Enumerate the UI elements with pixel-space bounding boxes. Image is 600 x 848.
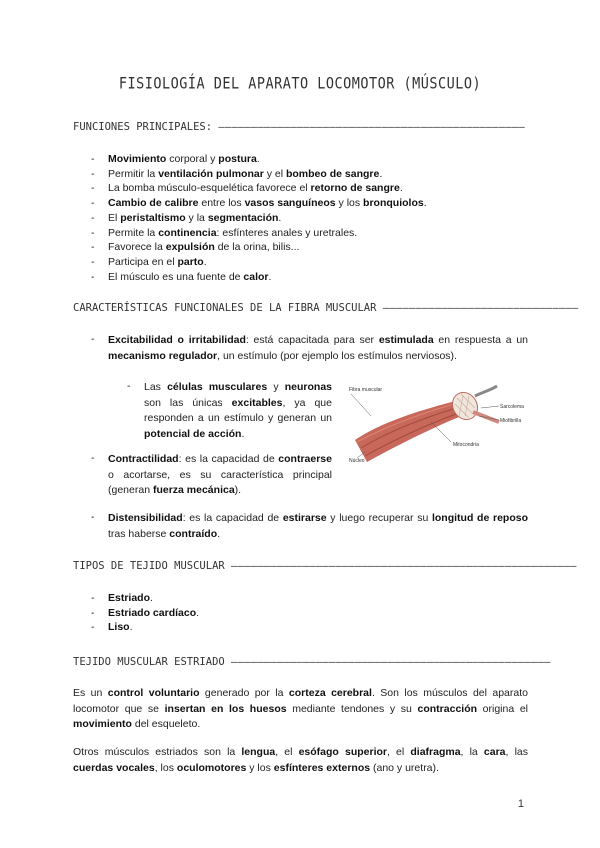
text-run: . [256,153,260,165]
list-item [91,606,531,621]
text-run: y luego recuperar su [326,512,432,524]
bold-term: Estriado cardíaco [108,606,197,619]
text-run: . [278,211,282,224]
text-run: generado por la [199,687,289,699]
bold-term: movimiento [73,718,132,730]
bold-term: control voluntario [107,687,200,699]
text-run: . [217,527,221,540]
section-title: CARACTERÍSTICAS FUNCIONALES DE LA FIBRA MUSCULAR [73,302,377,314]
list-item [91,255,531,270]
text-run: origina el [477,702,528,715]
bold-term: Movimiento [108,153,167,165]
list-dash: - [91,511,95,523]
text-run: , el [387,746,411,758]
bold-term: cara [483,746,506,758]
bold-term: excitables [231,396,283,409]
text-run: . [129,621,133,634]
bold-term: bronquiolos [363,197,424,210]
excitabilidad-item [108,333,528,364]
bold-term: Distensibilidad [108,512,183,524]
section-heading-estriado [73,656,551,668]
bold-term: expulsión [165,241,215,254]
list-item [91,152,531,167]
figure-label-miofibrilla: Miofibrilla [500,418,522,424]
list-item [91,270,531,285]
text-run: . [399,182,403,195]
bold-term: mecanismo regulador [108,349,218,362]
list-item [91,181,531,196]
bold-term: longitud de reposo [431,512,528,524]
text-run: y [267,381,285,393]
section-heading-funciones [73,121,525,133]
text-run: . [196,606,200,619]
bold-term: Excitabilidad o irritabilidad [108,334,246,346]
bold-term: ventilación pulmonar [158,167,264,180]
bold-term: parto [177,255,204,268]
bold-term: Cambio de calibre [108,197,199,210]
text-run: entre los [198,197,245,210]
text-run: El [108,211,121,224]
text-run: ). [234,484,242,496]
list-item [91,240,531,255]
estriado-paragraph-1 [73,686,528,733]
estriado-paragraph-2 [73,745,528,776]
text-run: tras haberse [108,527,170,540]
section-heading-caracteristicas [73,302,578,314]
text-run: en respuesta a un [433,334,528,346]
bold-term: corteza cerebral [288,687,372,699]
list-dash: - [91,333,95,345]
list-dash: - [127,380,131,392]
text-run: . [203,255,207,268]
text-run: Permitir la [108,167,159,180]
bold-term: Contractilidad [108,453,179,465]
text-run: , el [275,746,299,758]
text-run: y el [263,167,286,180]
bold-term: potencial de acción [144,427,242,440]
list-item [91,196,531,211]
bold-term: lengua [241,746,276,758]
list-item [91,591,531,606]
bold-term: estirarse [282,512,327,524]
page-number: 1 [517,798,524,810]
text-run: de la orina, bilis... [214,241,300,254]
section-rule: ––––––––––––––––––––––––––––––––––––––––––––––––– [231,656,551,668]
text-run: La bomba músculo-esquelética favorece el [108,182,311,195]
section-rule: ––––––––––––––––––––––––––––––––––––––––––––––––––––– [231,560,577,572]
celulas-item [144,380,332,442]
section-heading-tipos [73,560,577,572]
bold-term: peristaltismo [120,211,186,224]
text-run: Favorece la [108,241,166,254]
section-rule: –––––––––––––––––––––––––––––– [382,302,579,314]
text-run: , ya que responden a un estímulo y generan un [144,396,332,424]
text-run: mediante tendones y su [286,702,418,715]
text-run: : es la capacidad de [182,512,283,524]
figure-label-mitocondria: Mitocondria [453,442,479,448]
bold-term: contraído [169,527,218,540]
bold-term: bombeo de sangre [285,167,380,180]
bold-term: diafragma [410,746,461,758]
bold-term: insertan en los huesos [164,702,287,715]
text-run: y los [335,197,364,210]
text-run: , la [460,746,484,758]
bold-term: Estriado [108,592,151,604]
bold-term: esófago superior [298,746,387,758]
text-run: y los [246,761,274,774]
text-run: . Son los músculos del aparato locomotor que se [73,687,528,715]
text-run: . [241,427,245,440]
section-title: TIPOS DE TEJIDO MUSCULAR [73,560,225,572]
funciones-list [91,152,531,284]
list-dash: - [91,452,95,464]
text-run: . [423,197,427,210]
section-rule: ––––––––––––––––––––––––––––––––––––––––––––––– [218,121,525,133]
muscle-fiber-figure [341,382,531,468]
tipos-list [91,591,531,635]
text-run: corporal y [166,153,219,165]
bold-term: cuerdas vocales [73,761,155,774]
bold-term: células musculares [167,381,268,393]
bold-term: postura [218,153,257,165]
text-run: o acortarse, es su característica principal (generan [108,468,332,496]
text-run: , los [154,761,177,774]
contractilidad-item [108,452,332,499]
bold-term: retorno de sangre [310,182,400,195]
bold-term: contracción [417,702,478,715]
text-run: Es un [73,687,108,699]
text-run: Permite la [108,226,159,239]
bold-term: oculomotores [176,761,247,774]
text-run: . [268,270,272,283]
section-title: TEJIDO MUSCULAR ESTRIADO [73,656,225,668]
list-item [91,620,531,635]
text-run: Participa en el [108,255,178,268]
muscle-fiber-illustration [343,384,529,466]
bold-term: contraerse [278,453,332,465]
section-title: FUNCIONES PRINCIPALES: [73,121,213,133]
text-run: , un estímulo (por ejemplo los estímulos nerviosos). [217,349,457,362]
text-run: : esfínteres anales y uretrales. [216,226,358,239]
text-run: : está capacitada para ser [245,334,379,346]
text-run: : es la capacidad de [178,453,279,465]
list-item [91,226,531,241]
text-run: son las únicas [144,396,232,409]
text-run: , las [505,746,528,758]
figure-label-fibra: Fibra muscular [349,387,383,393]
list-item [91,211,531,226]
bold-term: segmentación [207,211,279,224]
figure-label-nucleo: Núcleo [349,458,365,464]
bold-term: estimulada [378,334,434,346]
page-title: FISIOLOGÍA DEL APARATO LOCOMOTOR (MÚSCULO) [118,74,482,94]
text-run: . [150,592,153,604]
text-run: El músculo es una fuente de [108,270,244,283]
bold-term: Liso [108,621,130,634]
text-run: . [379,167,383,180]
bold-term: fuerza mecánica [152,484,235,496]
text-run: del esqueleto. [131,718,201,730]
list-item [91,167,531,182]
bold-term: calor [243,270,269,283]
distensibilidad-item [108,511,528,542]
bold-term: esfínteres externos [273,761,371,774]
bold-term: neuronas [284,381,332,393]
figure-label-sarcolema: Sarcolema [500,404,524,410]
text-run: (ano y uretra). [370,761,439,774]
text-run: Otros músculos estriados son la [73,746,242,758]
text-run: y la [185,211,208,224]
bold-term: vasos sanguíneos [244,197,336,210]
text-run: Las [144,381,168,393]
bold-term: continencia [158,226,217,239]
